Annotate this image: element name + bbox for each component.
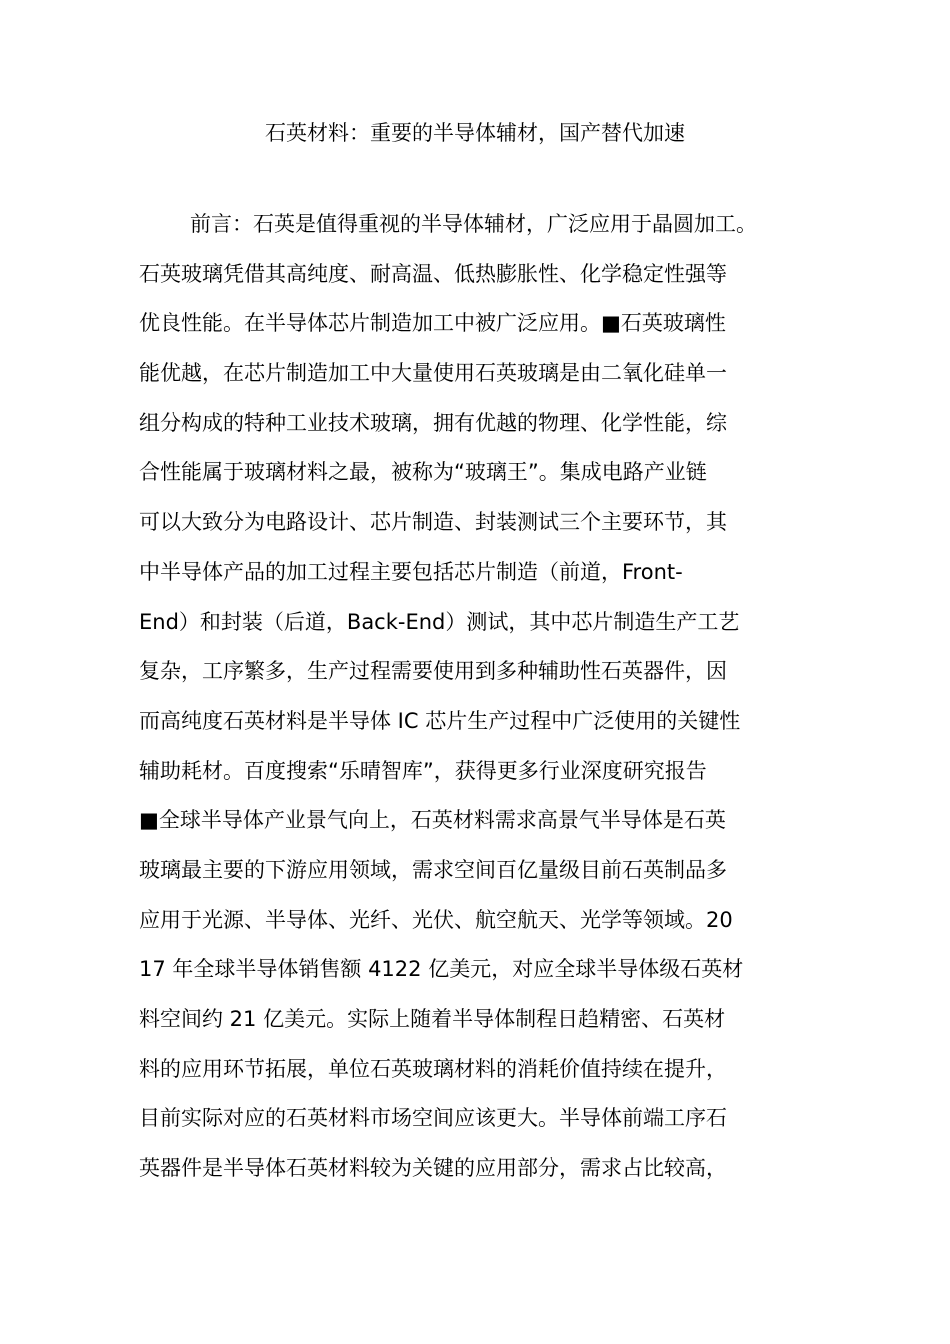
- body-line: ■全球半导体产业景气向上，石英材料需求高景气半导体是石英: [139, 808, 726, 833]
- body-line: 英器件是半导体石英材料较为关键的应用部分，需求占比较高，: [139, 1156, 727, 1181]
- body-line: 应用于光源、半导体、光纤、光伏、航空航天、光学等领域。20: [139, 907, 733, 932]
- body-line: 辅助耗材。百度搜索“乐晴智库”，获得更多行业深度研究报告: [139, 758, 707, 783]
- body-line: 复杂，工序繁多，生产过程需要使用到多种辅助性石英器件，因: [139, 659, 727, 684]
- body-line: 能优越，在芯片制造加工中大量使用石英玻璃是由二氧化硅单一: [139, 361, 727, 386]
- body-line: 组分构成的特种工业技术玻璃，拥有优越的物理、化学性能，综: [139, 410, 727, 435]
- document-body: [139, 204, 819, 1198]
- body-line: 优良性能。在半导体芯片制造加工中被广泛应用。■石英玻璃性: [139, 311, 726, 336]
- body-line: 料的应用环节拓展，单位石英玻璃材料的消耗价值持续在提升，: [139, 1056, 727, 1081]
- document-title: 石英材料：重要的半导体辅材，国产替代加速: [265, 121, 685, 145]
- body-line: 石英玻璃凭借其高纯度、耐高温、低热膨胀性、化学稳定性强等: [139, 261, 727, 286]
- body-line: 中半导体产品的加工过程主要包括芯片制造（前道，Front-: [139, 559, 683, 584]
- body-line: 可以大致分为电路设计、芯片制造、封装测试三个主要环节，其: [139, 510, 727, 535]
- body-line: 而高纯度石英材料是半导体 IC 芯片生产过程中广泛使用的关键性: [139, 708, 741, 733]
- body-line: 玻璃最主要的下游应用领域，需求空间百亿量级目前石英制品多: [139, 857, 727, 882]
- body-line: End）和封装（后道，Back-End）测试，其中芯片制造生产工艺: [139, 609, 740, 634]
- body-line: 合性能属于玻璃材料之最，被称为“玻璃王”。集成电路产业链: [139, 460, 707, 485]
- body-line: 目前实际对应的石英材料市场空间应该更大。半导体前端工序石: [139, 1106, 727, 1131]
- body-line: 前言：石英是值得重视的半导体辅材，广泛应用于晶圆加工。: [190, 212, 757, 236]
- body-line: 料空间约 21 亿美元。实际上随着半导体制程日趋精密、石英材: [139, 1007, 726, 1031]
- body-line: 17 年全球半导体销售额 4122 亿美元，对应全球半导体级石英材: [139, 957, 744, 982]
